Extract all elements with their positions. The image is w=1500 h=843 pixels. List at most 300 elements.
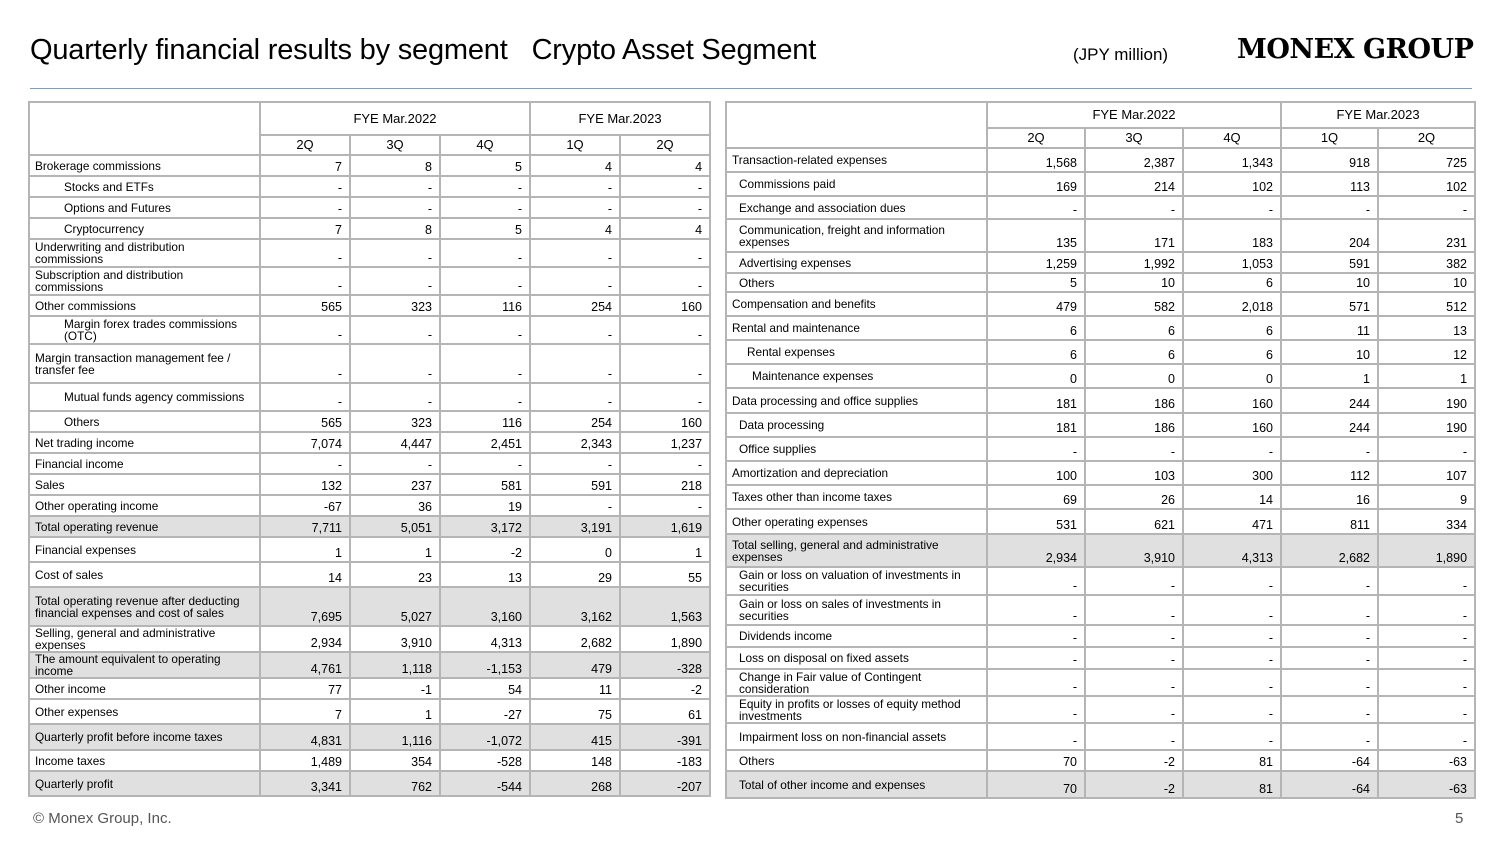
table-row — [29, 295, 710, 316]
value-cell: - — [440, 344, 530, 383]
value-cell: 113 — [1281, 172, 1378, 196]
value-cell: - — [440, 176, 530, 197]
value-cell: 582 — [1085, 292, 1183, 316]
value-cell: 0 — [1085, 364, 1183, 388]
value-cell: - — [260, 197, 350, 218]
value-cell: 23 — [350, 562, 440, 587]
value-cell: - — [350, 239, 440, 267]
value-cell: 12 — [1378, 340, 1475, 364]
row-label: Income taxes — [29, 750, 260, 771]
value-cell: -391 — [620, 724, 710, 750]
value-cell: 4,313 — [1183, 534, 1281, 567]
value-cell: 4 — [620, 218, 710, 239]
value-cell: -2 — [1085, 771, 1183, 798]
value-cell: 7,711 — [260, 516, 350, 537]
value-cell: 5 — [440, 218, 530, 239]
value-cell: 8 — [350, 218, 440, 239]
row-label: Others — [726, 273, 987, 292]
value-cell: 11 — [1281, 316, 1378, 340]
value-cell: 1 — [350, 537, 440, 562]
value-cell: 0 — [987, 364, 1085, 388]
value-cell: 2,682 — [530, 626, 620, 652]
value-cell: - — [1183, 196, 1281, 219]
value-cell: - — [1183, 723, 1281, 750]
value-cell: - — [440, 239, 530, 267]
value-cell: 10 — [1281, 340, 1378, 364]
row-label: Financial expenses — [29, 537, 260, 562]
row-label: Brokerage commissions — [29, 155, 260, 176]
value-cell: 2,934 — [260, 626, 350, 652]
value-cell: 3,191 — [530, 516, 620, 537]
value-cell: 323 — [350, 295, 440, 316]
page-title — [30, 34, 816, 67]
table-row — [726, 316, 1475, 340]
table-row — [29, 678, 710, 699]
header-corner — [726, 102, 987, 148]
value-cell: - — [1183, 595, 1281, 625]
fy2023-header: FYE Mar.2023 — [1281, 102, 1475, 128]
value-cell: 3,160 — [440, 587, 530, 626]
value-cell: 4 — [620, 155, 710, 176]
value-cell: 6 — [1085, 316, 1183, 340]
table-row — [726, 534, 1475, 567]
value-cell: - — [987, 437, 1085, 461]
row-label: Gain or loss on valuation of investments in securities — [726, 567, 987, 595]
col-header: 1Q — [1281, 128, 1378, 148]
value-cell: 8 — [350, 155, 440, 176]
table-row — [726, 340, 1475, 364]
value-cell: - — [260, 176, 350, 197]
row-label: Rental expenses — [726, 340, 987, 364]
header-corner — [29, 102, 260, 155]
value-cell: 1,890 — [620, 626, 710, 652]
value-cell: 9 — [1378, 485, 1475, 509]
value-cell: 7 — [260, 218, 350, 239]
row-label: Financial income — [29, 453, 260, 474]
value-cell: 10 — [1085, 273, 1183, 292]
row-label: Office supplies — [726, 437, 987, 461]
value-cell: 36 — [350, 495, 440, 516]
value-cell: 7,695 — [260, 587, 350, 626]
value-cell: 103 — [1085, 461, 1183, 485]
value-cell: 116 — [440, 295, 530, 316]
value-cell: 5 — [987, 273, 1085, 292]
table-row — [29, 537, 710, 562]
value-cell: 14 — [260, 562, 350, 587]
value-cell: - — [1281, 196, 1378, 219]
value-cell: 214 — [1085, 172, 1183, 196]
table-row — [726, 485, 1475, 509]
value-cell: 0 — [530, 537, 620, 562]
value-cell: 0 — [1183, 364, 1281, 388]
value-cell: 3,172 — [440, 516, 530, 537]
value-cell: 102 — [1378, 172, 1475, 196]
row-label: Cryptocurrency — [29, 218, 260, 239]
value-cell: 19 — [440, 495, 530, 516]
value-cell: 811 — [1281, 509, 1378, 534]
value-cell: -544 — [440, 771, 530, 796]
row-label: Advertising expenses — [726, 252, 987, 273]
value-cell: - — [1085, 196, 1183, 219]
table-row — [29, 771, 710, 796]
value-cell: 244 — [1281, 413, 1378, 437]
value-cell: 1 — [350, 699, 440, 724]
value-cell: -328 — [620, 652, 710, 678]
value-cell: 231 — [1378, 219, 1475, 252]
value-cell: - — [260, 453, 350, 474]
row-label: Data processing — [726, 413, 987, 437]
value-cell: - — [1378, 723, 1475, 750]
value-cell: 1,489 — [260, 750, 350, 771]
value-cell: - — [1378, 625, 1475, 647]
value-cell: - — [987, 647, 1085, 669]
table-row — [29, 562, 710, 587]
value-cell: 254 — [530, 295, 620, 316]
value-cell: 5,051 — [350, 516, 440, 537]
value-cell: 2,343 — [530, 432, 620, 453]
value-cell: - — [1281, 595, 1378, 625]
table-row — [726, 196, 1475, 219]
row-label: Change in Fair value of Contingent consideration — [726, 669, 987, 696]
table-row — [29, 344, 710, 383]
value-cell: 254 — [530, 411, 620, 432]
value-cell: 186 — [1085, 388, 1183, 413]
row-label: Transaction-related expenses — [726, 148, 987, 172]
value-cell: 918 — [1281, 148, 1378, 172]
row-label: Underwriting and distribution commissions — [29, 239, 260, 267]
value-cell: - — [1378, 567, 1475, 595]
table-row — [29, 197, 710, 218]
value-cell: -67 — [260, 495, 350, 516]
value-cell: - — [530, 316, 620, 344]
row-label: Other operating expenses — [726, 509, 987, 534]
value-cell: 132 — [260, 474, 350, 495]
value-cell: 1,568 — [987, 148, 1085, 172]
table-row — [726, 172, 1475, 196]
row-label: Total operating revenue after deducting financial expenses and cost of sales — [29, 587, 260, 626]
value-cell: - — [1378, 647, 1475, 669]
row-label: Communication, freight and information expenses — [726, 219, 987, 252]
value-cell: - — [350, 197, 440, 218]
value-cell: 1 — [1281, 364, 1378, 388]
value-cell: -1 — [350, 678, 440, 699]
value-cell: 5 — [440, 155, 530, 176]
value-cell: -528 — [440, 750, 530, 771]
fy2022-header: FYE Mar.2022 — [987, 102, 1281, 128]
value-cell: 581 — [440, 474, 530, 495]
col-header: 2Q — [620, 135, 710, 155]
value-cell: 148 — [530, 750, 620, 771]
row-label: Other expenses — [29, 699, 260, 724]
row-label: Selling, general and administrative expenses — [29, 626, 260, 652]
value-cell: 2,387 — [1085, 148, 1183, 172]
row-label: Others — [726, 750, 987, 771]
value-cell: 13 — [1378, 316, 1475, 340]
value-cell: 5,027 — [350, 587, 440, 626]
value-cell: - — [1183, 696, 1281, 723]
value-cell: 102 — [1183, 172, 1281, 196]
value-cell: 531 — [987, 509, 1085, 534]
value-cell: - — [620, 197, 710, 218]
value-cell: 1,992 — [1085, 252, 1183, 273]
value-cell: -1,072 — [440, 724, 530, 750]
value-cell: - — [987, 595, 1085, 625]
value-cell: -27 — [440, 699, 530, 724]
monex-group-logo: MONEX GROUP — [1237, 34, 1474, 65]
value-cell: 77 — [260, 678, 350, 699]
row-label: Options and Futures — [29, 197, 260, 218]
value-cell: 3,341 — [260, 771, 350, 796]
value-cell: 4 — [530, 218, 620, 239]
value-cell: 14 — [1183, 485, 1281, 509]
table-row — [29, 218, 710, 239]
value-cell: 479 — [987, 292, 1085, 316]
value-cell: 4,447 — [350, 432, 440, 453]
value-cell: - — [530, 453, 620, 474]
value-cell: 382 — [1378, 252, 1475, 273]
table-row — [726, 437, 1475, 461]
value-cell: 1 — [620, 537, 710, 562]
value-cell: 7 — [260, 699, 350, 724]
table-row — [726, 669, 1475, 696]
value-cell: 565 — [260, 295, 350, 316]
value-cell: -2 — [440, 537, 530, 562]
table-row — [726, 273, 1475, 292]
value-cell: 55 — [620, 562, 710, 587]
value-cell: 479 — [530, 652, 620, 678]
value-cell: 621 — [1085, 509, 1183, 534]
col-header: 4Q — [1183, 128, 1281, 148]
expense-table — [725, 101, 1476, 799]
value-cell: 2,018 — [1183, 292, 1281, 316]
value-cell: - — [440, 453, 530, 474]
row-label: Sales — [29, 474, 260, 495]
value-cell: 471 — [1183, 509, 1281, 534]
value-cell: 1,890 — [1378, 534, 1475, 567]
value-cell: - — [1281, 696, 1378, 723]
value-cell: - — [1378, 196, 1475, 219]
value-cell: 1 — [1378, 364, 1475, 388]
value-cell: - — [260, 239, 350, 267]
value-cell: - — [1281, 567, 1378, 595]
table-row — [29, 411, 710, 432]
col-header: 1Q — [530, 135, 620, 155]
value-cell: 10 — [1281, 273, 1378, 292]
row-label: Other income — [29, 678, 260, 699]
value-cell: - — [1281, 647, 1378, 669]
row-label: Total operating revenue — [29, 516, 260, 537]
table-row — [726, 461, 1475, 485]
value-cell: - — [440, 267, 530, 295]
value-cell: - — [260, 316, 350, 344]
value-cell: 4 — [530, 155, 620, 176]
table-row — [29, 626, 710, 652]
col-header: 3Q — [1085, 128, 1183, 148]
value-cell: - — [987, 567, 1085, 595]
value-cell: 204 — [1281, 219, 1378, 252]
table-row — [726, 292, 1475, 316]
value-cell: -64 — [1281, 750, 1378, 771]
value-cell: 512 — [1378, 292, 1475, 316]
value-cell: - — [1281, 625, 1378, 647]
value-cell: - — [350, 453, 440, 474]
value-cell: - — [530, 176, 620, 197]
value-cell: 26 — [1085, 485, 1183, 509]
table-row — [726, 771, 1475, 798]
value-cell: - — [1183, 625, 1281, 647]
value-cell: 1 — [260, 537, 350, 562]
value-cell: - — [1281, 723, 1378, 750]
value-cell: 3,162 — [530, 587, 620, 626]
value-cell: - — [1085, 567, 1183, 595]
value-cell: 160 — [1183, 413, 1281, 437]
table-row — [29, 516, 710, 537]
value-cell: - — [1378, 669, 1475, 696]
row-label: Quarterly profit — [29, 771, 260, 796]
value-cell: 565 — [260, 411, 350, 432]
row-label: Mutual funds agency commissions — [29, 383, 260, 411]
value-cell: - — [987, 696, 1085, 723]
value-cell: 1,619 — [620, 516, 710, 537]
value-cell: - — [620, 453, 710, 474]
value-cell: 10 — [1378, 273, 1475, 292]
value-cell: 4,313 — [440, 626, 530, 652]
table-row — [726, 647, 1475, 669]
value-cell: 181 — [987, 413, 1085, 437]
value-cell: - — [620, 383, 710, 411]
value-cell: 1,259 — [987, 252, 1085, 273]
col-header: 2Q — [260, 135, 350, 155]
value-cell: 183 — [1183, 219, 1281, 252]
value-cell: 61 — [620, 699, 710, 724]
value-cell: 6 — [1183, 273, 1281, 292]
value-cell: - — [350, 344, 440, 383]
value-cell: 7,074 — [260, 432, 350, 453]
table-row — [29, 239, 710, 267]
value-cell: 591 — [1281, 252, 1378, 273]
value-cell: - — [1085, 595, 1183, 625]
row-label: The amount equivalent to operating income — [29, 652, 260, 678]
value-cell: - — [530, 267, 620, 295]
value-cell: 1,118 — [350, 652, 440, 678]
value-cell: - — [987, 196, 1085, 219]
table-row — [726, 567, 1475, 595]
value-cell: - — [440, 197, 530, 218]
row-label: Compensation and benefits — [726, 292, 987, 316]
value-cell: - — [1085, 437, 1183, 461]
value-cell: 100 — [987, 461, 1085, 485]
row-label: Rental and maintenance — [726, 316, 987, 340]
unit-label: (JPY million) — [1073, 45, 1169, 64]
value-cell: 6 — [987, 316, 1085, 340]
fy2023-header: FYE Mar.2023 — [530, 102, 710, 135]
value-cell: 2,934 — [987, 534, 1085, 567]
value-cell: -1,153 — [440, 652, 530, 678]
table-row — [726, 625, 1475, 647]
value-cell: 415 — [530, 724, 620, 750]
value-cell: 1,053 — [1183, 252, 1281, 273]
value-cell: 75 — [530, 699, 620, 724]
value-cell: -64 — [1281, 771, 1378, 798]
header-divider — [30, 88, 1472, 89]
value-cell: 81 — [1183, 750, 1281, 771]
row-label: Commissions paid — [726, 172, 987, 196]
table-row — [29, 383, 710, 411]
table-row — [29, 267, 710, 295]
value-cell: 11 — [530, 678, 620, 699]
value-cell: 354 — [350, 750, 440, 771]
copyright: © Monex Group, Inc. — [33, 810, 172, 827]
row-label: Margin transaction management fee / transfer fee — [29, 344, 260, 383]
row-label: Stocks and ETFs — [29, 176, 260, 197]
table-row — [29, 176, 710, 197]
value-cell: 762 — [350, 771, 440, 796]
value-cell: 186 — [1085, 413, 1183, 437]
table-row — [29, 652, 710, 678]
row-label: Quarterly profit before income taxes — [29, 724, 260, 750]
table-row — [726, 723, 1475, 750]
row-label: Dividends income — [726, 625, 987, 647]
value-cell: 13 — [440, 562, 530, 587]
col-header: 2Q — [1378, 128, 1475, 148]
value-cell: - — [1085, 696, 1183, 723]
table-row — [29, 587, 710, 626]
value-cell: - — [530, 383, 620, 411]
value-cell: - — [440, 383, 530, 411]
value-cell: - — [350, 267, 440, 295]
value-cell: 1,116 — [350, 724, 440, 750]
value-cell: - — [1378, 437, 1475, 461]
table-row — [726, 252, 1475, 273]
value-cell: 725 — [1378, 148, 1475, 172]
value-cell: 69 — [987, 485, 1085, 509]
value-cell: 3,910 — [350, 626, 440, 652]
col-header: 3Q — [350, 135, 440, 155]
value-cell: - — [987, 669, 1085, 696]
table-row — [726, 148, 1475, 172]
table-row — [726, 413, 1475, 437]
value-cell: 160 — [1183, 388, 1281, 413]
value-cell: 4,831 — [260, 724, 350, 750]
value-cell: 2,682 — [1281, 534, 1378, 567]
value-cell: - — [440, 316, 530, 344]
value-cell: 81 — [1183, 771, 1281, 798]
value-cell: 6 — [1183, 316, 1281, 340]
row-label: Total of other income and expenses — [726, 771, 987, 798]
row-label: Amortization and depreciation — [726, 461, 987, 485]
value-cell: 4,761 — [260, 652, 350, 678]
table-row — [726, 509, 1475, 534]
value-cell: - — [530, 197, 620, 218]
row-label: Data processing and office supplies — [726, 388, 987, 413]
value-cell: 2,451 — [440, 432, 530, 453]
value-cell: 1,343 — [1183, 148, 1281, 172]
value-cell: 112 — [1281, 461, 1378, 485]
value-cell: 54 — [440, 678, 530, 699]
value-cell: 6 — [1085, 340, 1183, 364]
row-label: Others — [29, 411, 260, 432]
row-label: Gain or loss on sales of investments in securities — [726, 595, 987, 625]
value-cell: - — [260, 267, 350, 295]
value-cell: - — [1183, 669, 1281, 696]
value-cell: - — [1281, 437, 1378, 461]
value-cell: 300 — [1183, 461, 1281, 485]
value-cell: 1,237 — [620, 432, 710, 453]
value-cell: 323 — [350, 411, 440, 432]
value-cell: - — [987, 723, 1085, 750]
value-cell: -207 — [620, 771, 710, 796]
value-cell: 160 — [620, 295, 710, 316]
